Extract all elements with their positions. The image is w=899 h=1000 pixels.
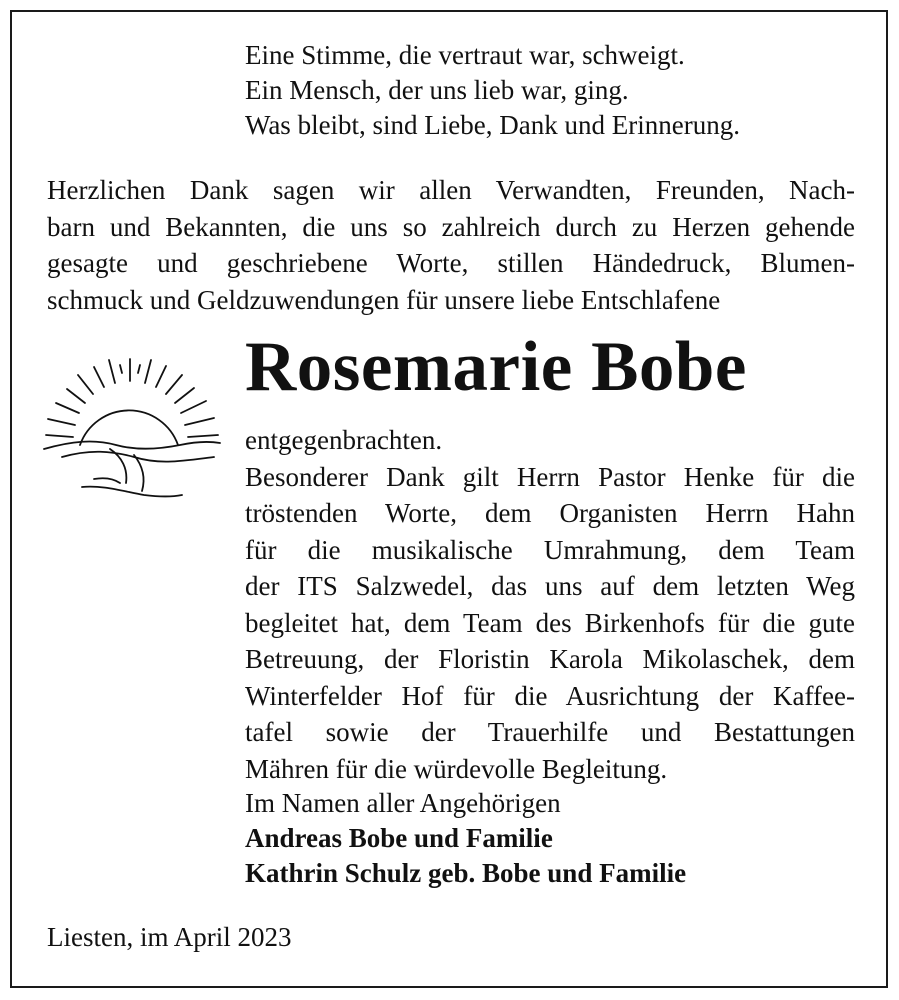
text-line: der ITS Salzwedel, das uns auf dem letzten Weg (245, 571, 855, 601)
text-line: tröstenden Worte, dem Organisten Herrn Hahn (245, 498, 855, 528)
memorial-poem (245, 38, 740, 143)
sunset-over-hills-icon (42, 345, 222, 503)
signature-intro: Im Namen aller Angehörigen (245, 788, 561, 818)
text-line: Betreuung, der Floristin Karola Mikolaschek, dem (245, 644, 855, 674)
signatory: Andreas Bobe und Familie (245, 823, 553, 853)
thanks-intro-paragraph (47, 172, 855, 318)
text-line: für die musikalische Umrahmung, dem Team (245, 534, 855, 565)
signature-block (245, 786, 686, 891)
thanks-body-paragraph (245, 422, 855, 787)
text-line: barn und Bekannten, die uns so zahlreich durch zu Herzen gehende (47, 211, 855, 242)
text-line: entgegenbrachten. (245, 425, 443, 455)
place-and-date: Liesten, im April 2023 (47, 922, 292, 952)
poem-line: Was bleibt, sind Liebe, Dank und Erinnerung. (245, 110, 740, 140)
text-line: Mähren für die würdevolle Begleitung. (245, 753, 668, 784)
text-line: gesagte und geschriebene Worte, stillen Händedruck, Blumen- (47, 248, 855, 278)
text-line: Besonderer Dank gilt Herrn Pastor Henke für die (245, 461, 855, 492)
text-line: tafel sowie der Trauerhilfe und Bestattungen (245, 717, 855, 747)
text-line: Winterfelder Hof für die Ausrichtung der Kaffee- (245, 680, 855, 711)
signatory: Kathrin Schulz geb. Bobe und Familie (245, 858, 687, 888)
text-line: begleitet hat, dem Team des Birkenhofs für die gute (245, 607, 855, 638)
poem-line: Ein Mensch, der uns lieb war, ging. (245, 75, 629, 105)
text-line: Herzlichen Dank sagen wir allen Verwandten, Freunden, Nach- (47, 175, 855, 205)
poem-line: Eine Stimme, die vertraut war, schweigt. (245, 40, 685, 70)
deceased-name: Rosemarie Bobe (245, 328, 747, 406)
text-line: schmuck und Geldzuwendungen für unsere liebe Entschlafene (47, 284, 721, 315)
